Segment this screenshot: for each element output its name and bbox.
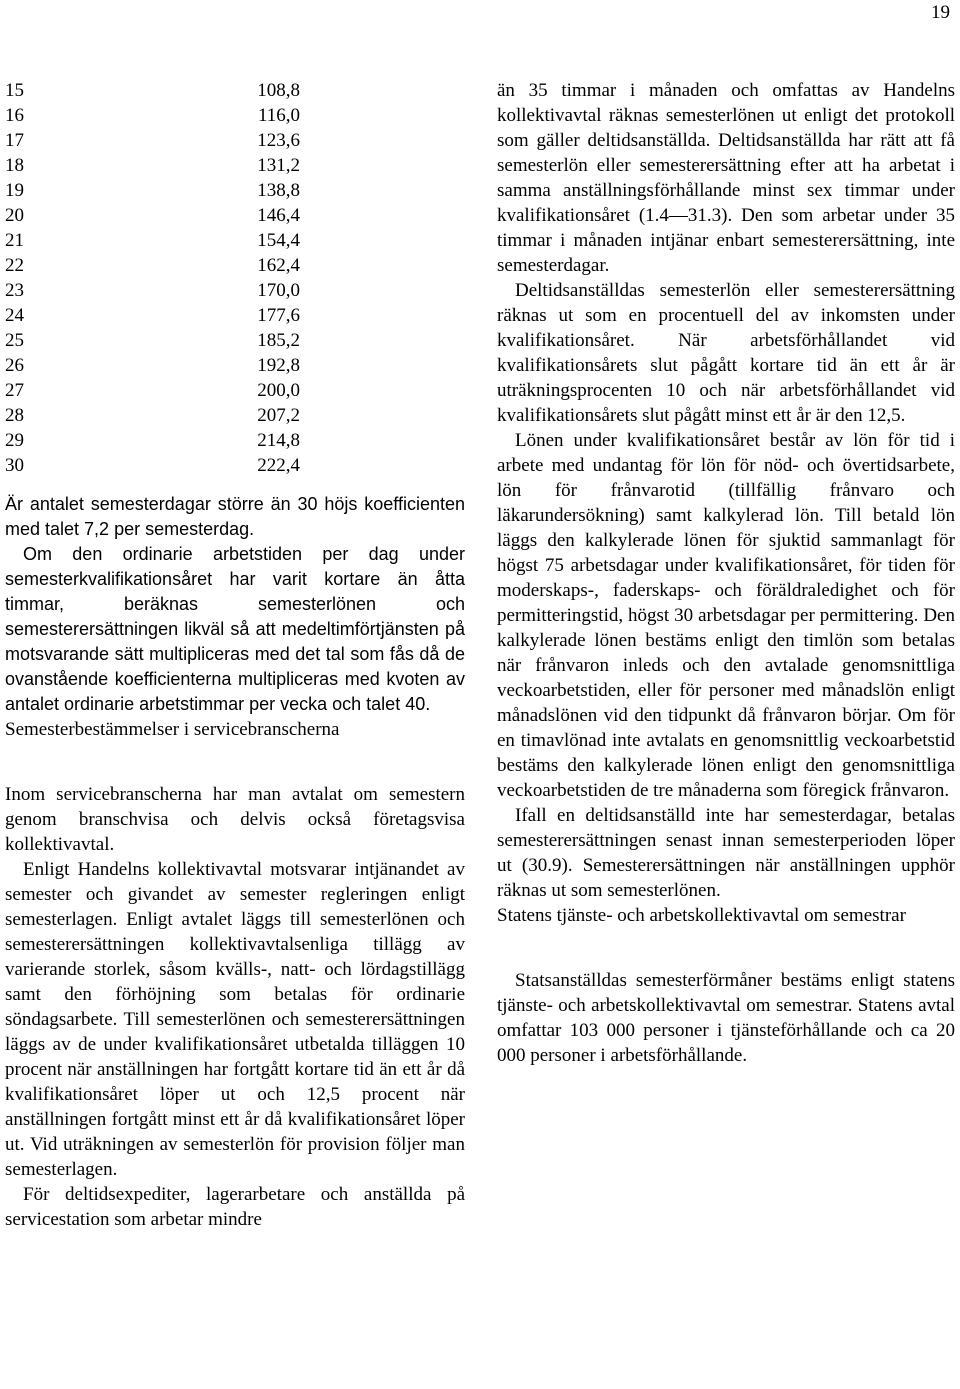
table-row bbox=[5, 103, 465, 128]
table-row bbox=[5, 228, 465, 253]
coefficient-cell: 185,2 bbox=[257, 330, 300, 351]
coefficient-cell: 192,8 bbox=[257, 355, 300, 376]
table-row bbox=[5, 78, 465, 103]
table-row bbox=[5, 403, 465, 428]
vacation-days-cell: 20 bbox=[5, 205, 24, 226]
coefficient-cell: 123,6 bbox=[257, 130, 300, 151]
table-row bbox=[5, 278, 465, 303]
table-row bbox=[5, 178, 465, 203]
coefficient-cell: 138,8 bbox=[257, 180, 300, 201]
coefficient-cell: 207,2 bbox=[257, 405, 300, 426]
right-column bbox=[497, 78, 955, 1068]
paragraph-percentage-calculation: Deltidsanställdas semesterlön eller semesterersättning räknas ut som en procentuell del av inkomsten under kvalifikationsåret. När arbetsförhållandet vid kvalifikationsårets slut pågått kortare tid än ett år är uträkningsprocenten 10 och när arbetsförhållandet vid kvalifikationsårets slut pågått minst ett år är den 12,5. bbox=[497, 280, 955, 426]
table-row bbox=[5, 153, 465, 178]
coefficient-table bbox=[5, 78, 465, 478]
vacation-days-cell: 29 bbox=[5, 430, 24, 451]
vacation-days-cell: 21 bbox=[5, 230, 24, 251]
vacation-days-cell: 28 bbox=[5, 405, 24, 426]
table-row bbox=[5, 353, 465, 378]
table-row bbox=[5, 428, 465, 453]
paragraph-coefficient-increase: Är antalet semesterdagar större än 30 höjs koefficienten med talet 7,2 per semesterdag. bbox=[5, 494, 465, 539]
table-row bbox=[5, 203, 465, 228]
table-row bbox=[5, 253, 465, 278]
coefficient-cell: 154,4 bbox=[257, 230, 300, 251]
paragraph-part-time-clerks: För deltidsexpediter, lagerarbetare och anställda på servicestation som arbetar mindre bbox=[5, 1184, 465, 1230]
vacation-days-cell: 23 bbox=[5, 280, 24, 301]
paragraph-handelns-agreement: Enligt Handelns kollektivavtal motsvarar intjänandet av semester och givandet av semester regleringen enligt semesterlagen. Enligt avtalet läggs till semesterlönen och semesterersättningen kollektivavtalsenliga tillägg av varierande storlek, såsom kvälls-, natt- och lördagstillägg samt den förhöjning som betalas för ordinarie söndagsarbete. Till semesterlönen och semesterersättningen läggs av de under kvalifikationsåret utbetalda tilläggen 10 procent när anställningen har fortgått kortare tid än ett år då kvalifikationsåret löper ut och 12,5 procent när anställningen fortgått minst ett år då kvalifikationsåret löper ut. Vid uträkningen av semesterlön för provision följer man semesterlagen. bbox=[5, 859, 465, 1180]
section-heading-service-branches: Semesterbestämmelser i servicebranscherna bbox=[5, 719, 340, 740]
vacation-days-cell: 18 bbox=[5, 155, 24, 176]
paragraph-state-employees: Statsanställdas semesterförmåner bestäms enligt statens tjänste- och arbetskollektivavtal om semestrar. Statens avtal omfattar 103 000 personer i tjänsteförhållande och ca 20 000 personer i arbetsförhållande. bbox=[497, 970, 955, 1066]
coefficient-cell: 170,0 bbox=[257, 280, 300, 301]
vacation-days-cell: 26 bbox=[5, 355, 24, 376]
vacation-days-cell: 22 bbox=[5, 255, 24, 276]
page-number: 19 bbox=[931, 2, 950, 23]
coefficient-cell: 131,2 bbox=[257, 155, 300, 176]
coefficient-cell: 214,8 bbox=[257, 430, 300, 451]
table-row bbox=[5, 378, 465, 403]
vacation-days-cell: 19 bbox=[5, 180, 24, 201]
paragraph-part-time-protocol: än 35 timmar i månaden och omfattas av Handelns kollektivavtal räknas semesterlönen ut enligt det protokoll som gäller deltidsanställda. Deltidsanställda har rätt att få semesterlön eller semesterersättning efter att ha arbetat i samma anställningsförhållande minst sex timmar under kvalifikationsåret (1.4—31.3). Den som arbetar under 35 timmar i månaden intjänar enbart semesterersättning, inte semesterdagar. bbox=[497, 80, 955, 276]
table-row bbox=[5, 128, 465, 153]
table-row bbox=[5, 453, 465, 478]
vacation-days-cell: 15 bbox=[5, 80, 24, 101]
coefficient-cell: 162,4 bbox=[257, 255, 300, 276]
vacation-days-cell: 24 bbox=[5, 305, 24, 326]
vacation-days-cell: 27 bbox=[5, 380, 24, 401]
paragraph-qualification-year-pay: Lönen under kvalifikationsåret består av lön för tid i arbete med undantag för lön för nöd- och övertidsarbete, lön för frånvarotid (tillfällig frånvaro och läkarundersökning) samt kalkylerad lön. Till betald lön läggs den kalkylerade lönen för sjuktid sammanlagt för högst 75 arbetsdagar under kvalifikationsåret, för tiden för moderskaps-, faderskaps- och föräldraledighet och för permitteringstid, högst 30 arbetsdagar per permittering. Den kalkylerade lönen bestäms enligt den timlön som betalas när frånvaron inleds och den avtalade genomsnittliga veckoarbetstiden, eller för personer med månadslön enligt månadslönen vid den tidpunkt då frånvaron börjar. Om för en timavlönad inte avtalats en genomsnittlig veckoarbetstid bestäms den kalkylerade lönen enligt den genomsnittliga veckoarbetstiden de tre månaderna som föregick frånvaron. bbox=[497, 430, 955, 801]
paragraph-no-vacation-days: Ifall en deltidsanställd inte har semesterdagar, betalas semesterersättningen senast innan semesterperioden löper ut (30.9). Semesterersättningen när anställningen upphör räknas ut som semesterlönen. bbox=[497, 805, 955, 901]
coefficient-cell: 200,0 bbox=[257, 380, 300, 401]
coefficient-cell: 108,8 bbox=[257, 80, 300, 101]
left-column bbox=[5, 78, 465, 1232]
paragraph-service-branches: Inom servicebranscherna har man avtalat om semestern genom branschvisa och delvis också företagsvisa kollektivavtal. bbox=[5, 784, 465, 855]
paragraph-shorter-workday: Om den ordinarie arbetstiden per dag under semesterkvalifikationsåret har varit kortare än åtta timmar, beräknas semesterlönen och semesterersättningen likväl så att medeltimförtjänsten på motsvarande sätt multipliceras med det tal som fås då de ovanstående koefficienterna multipliceras med kvoten av antalet ordinarie arbetstimmar per vecka och talet 40. bbox=[5, 544, 465, 714]
table-row bbox=[5, 328, 465, 353]
vacation-days-cell: 17 bbox=[5, 130, 24, 151]
vacation-days-cell: 30 bbox=[5, 455, 24, 476]
coefficient-cell: 177,6 bbox=[257, 305, 300, 326]
table-row bbox=[5, 303, 465, 328]
vacation-days-cell: 16 bbox=[5, 105, 24, 126]
coefficient-cell: 222,4 bbox=[257, 455, 300, 476]
coefficient-cell: 116,0 bbox=[257, 105, 300, 126]
coefficient-cell: 146,4 bbox=[257, 205, 300, 226]
section-heading-state-agreement: Statens tjänste- och arbetskollektivavtal om semestrar bbox=[497, 905, 906, 926]
vacation-days-cell: 25 bbox=[5, 330, 24, 351]
